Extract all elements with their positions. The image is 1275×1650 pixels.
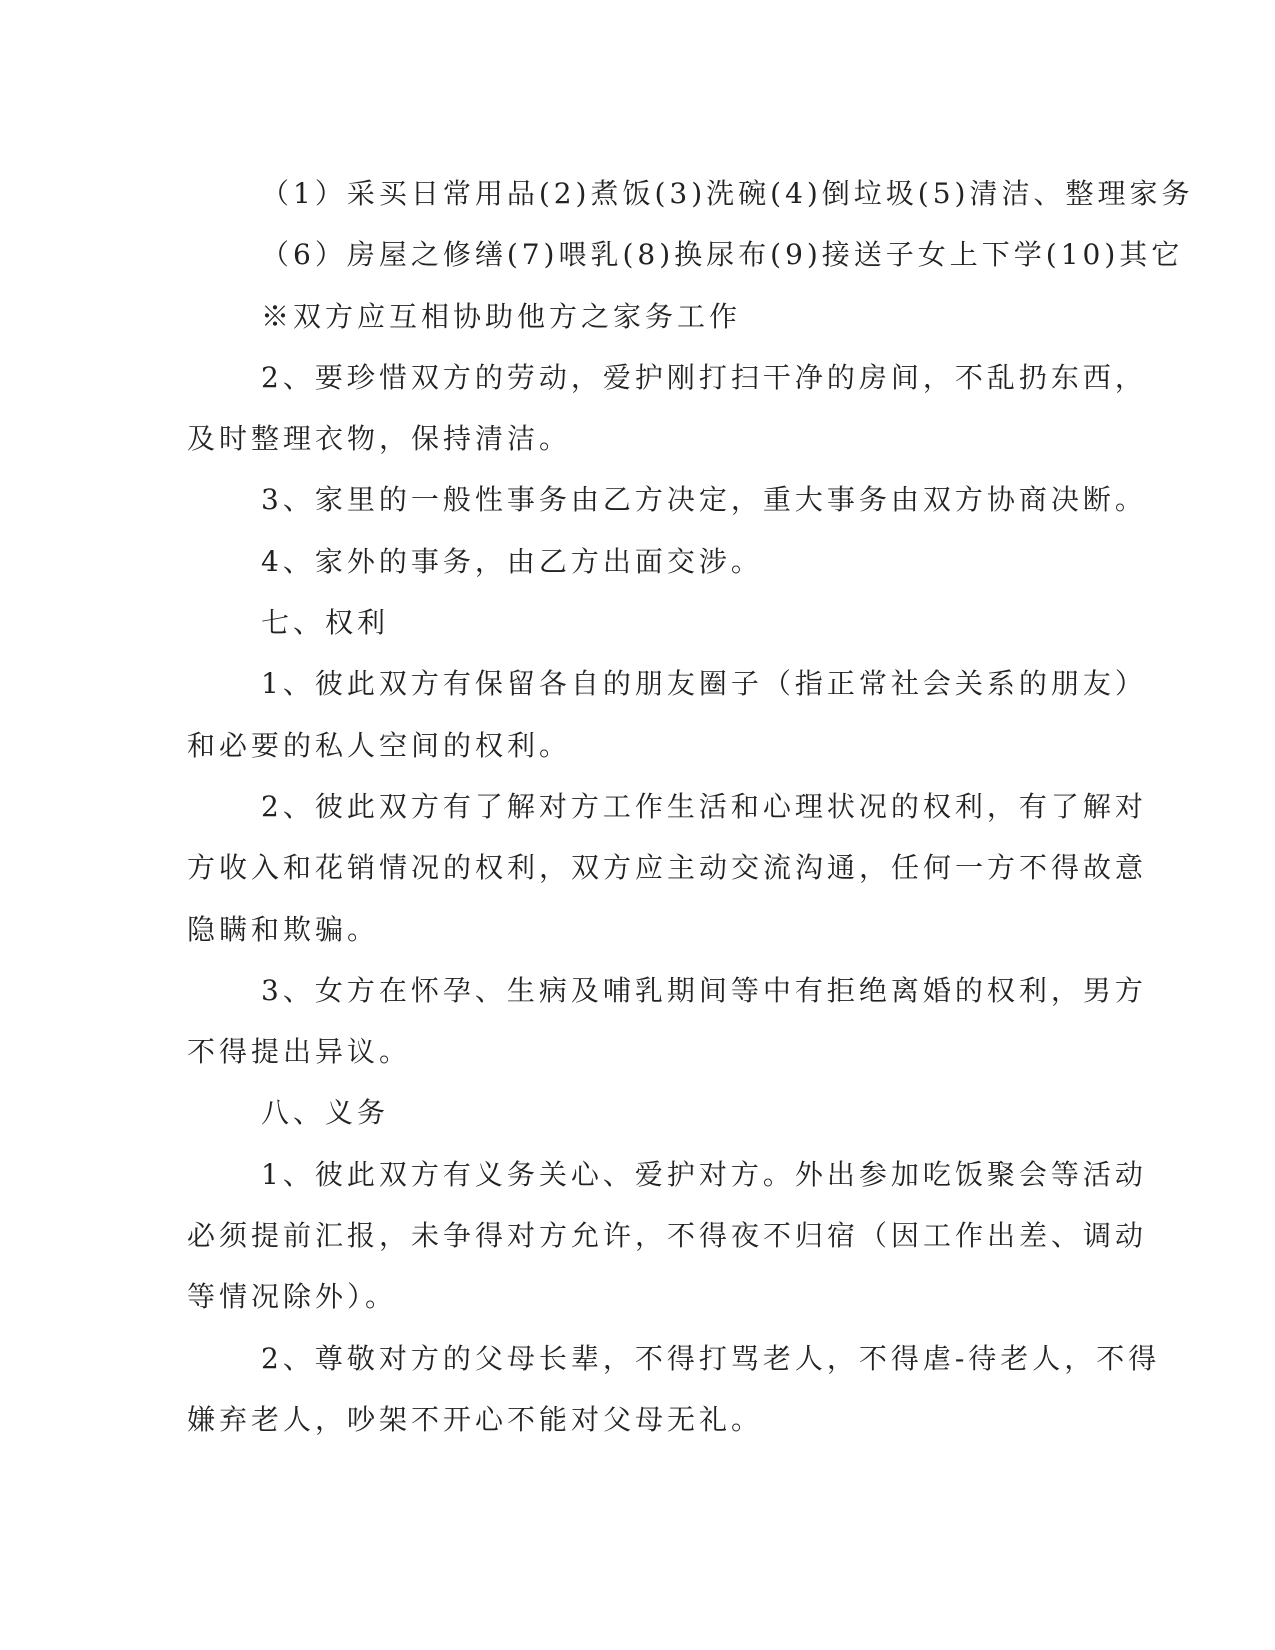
text-line: 2、尊敬对方的父母长辈，不得打骂老人，不得虐-待老人，不得	[261, 1341, 1161, 1375]
section-heading-obligations: 八、义务	[261, 1096, 390, 1130]
text-line: 隐瞒和欺骗。	[187, 912, 380, 946]
document-body	[187, 163, 1194, 1450]
text-line: 2、彼此双方有了解对方工作生活和心理状况的权利，有了解对	[261, 789, 1147, 823]
text-line: 2、要珍惜双方的劳动，爱护刚打扫干净的房间，不乱扔东西，	[261, 360, 1147, 394]
text-line: 4、家外的事务，由乙方出面交涉。	[261, 544, 763, 578]
text-line: 不得提出异议。	[187, 1035, 412, 1069]
text-line: ※双方应互相协助他方之家务工作	[261, 299, 742, 333]
text-line: 及时整理衣物，保持清洁。	[187, 422, 572, 456]
text-line: 等情况除外）。	[187, 1280, 398, 1314]
text-line: 嫌弃老人，吵架不开心不能对父母无礼。	[187, 1402, 764, 1436]
text-line: 1、彼此双方有保留各自的朋友圈子（指正常社会关系的朋友）	[261, 667, 1147, 701]
text-line: 3、家里的一般性事务由乙方决定，重大事务由双方协商决断。	[261, 483, 1147, 517]
text-line: 和必要的私人空间的权利。	[187, 728, 572, 762]
section-heading-rights: 七、权利	[261, 606, 390, 640]
text-line: 必须提前汇报，未争得对方允许，不得夜不归宿（因工作出差、调动	[187, 1219, 1148, 1253]
text-line: （6）房屋之修缮(7)喂乳(8)换尿布(9)接送子女上下学(10)其它	[261, 238, 1184, 272]
text-line: （1）采买日常用品(2)煮饭(3)洗碗(4)倒垃圾(5)清洁、整理家务	[261, 177, 1194, 210]
text-line: 1、彼此双方有义务关心、爱护对方。外出参加吃饭聚会等活动	[261, 1157, 1147, 1191]
text-line: 方收入和花销情况的权利，双方应主动交流沟通，任何一方不得故意	[187, 851, 1148, 885]
text-line: 3、女方在怀孕、生病及哺乳期间等中有拒绝离婚的权利，男方	[261, 973, 1147, 1007]
